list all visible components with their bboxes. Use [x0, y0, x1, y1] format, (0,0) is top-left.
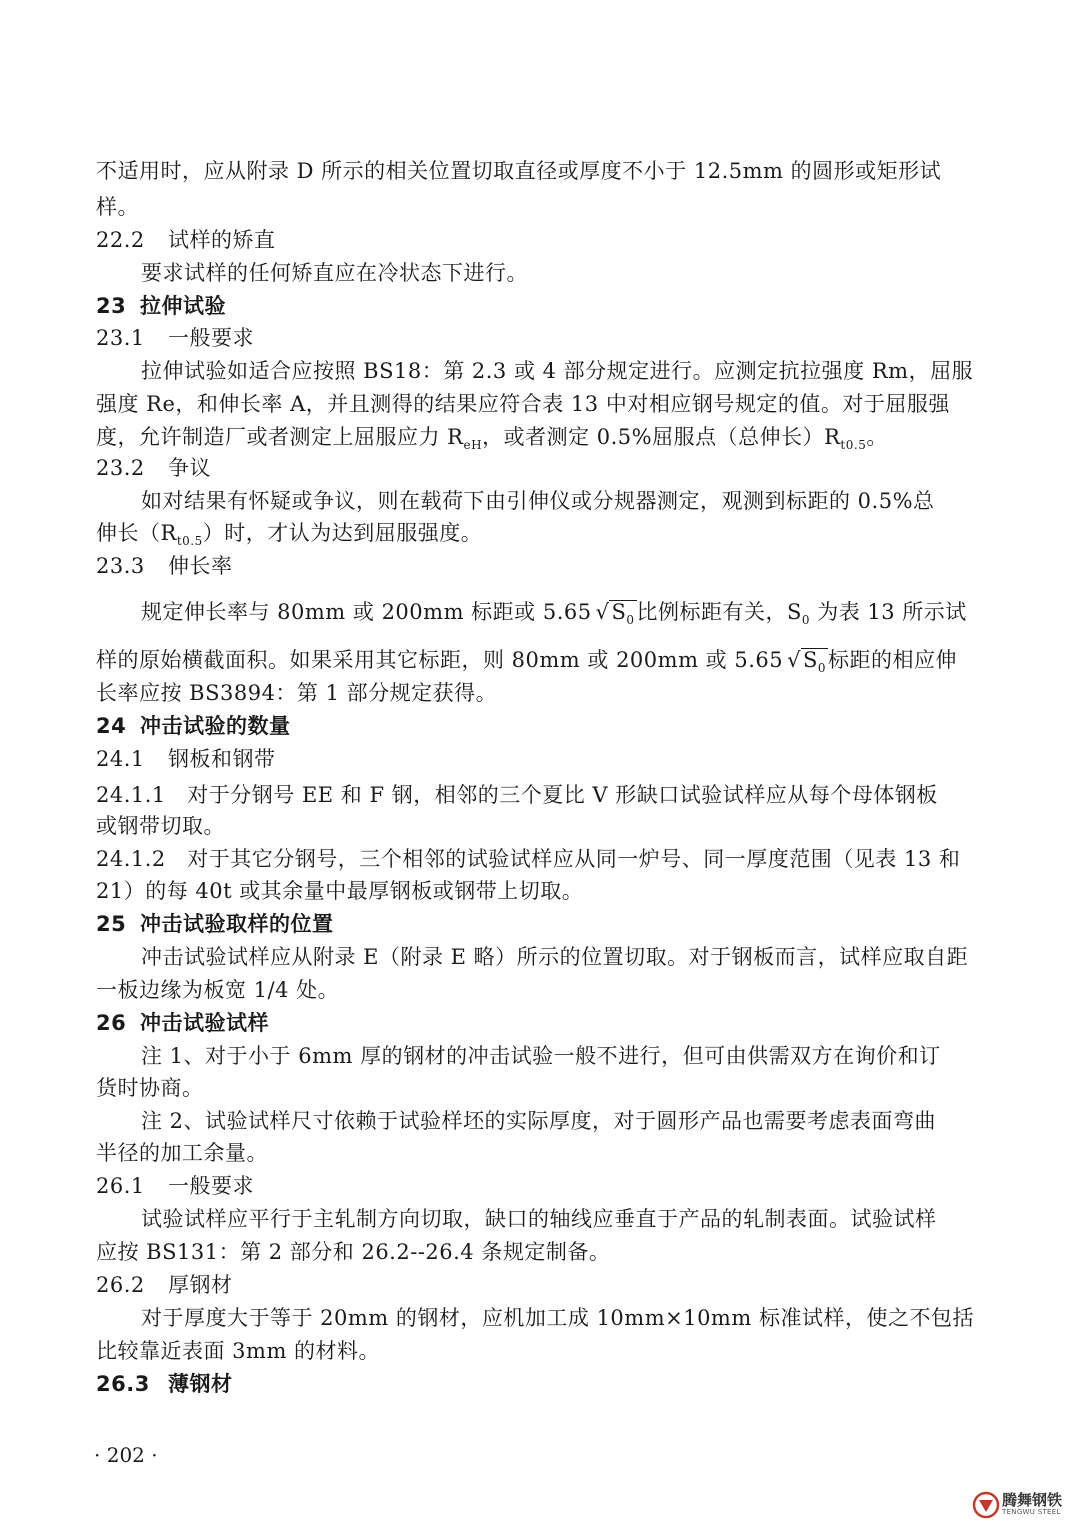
note-line: 注 2、试验试样尺寸依赖于试验样坯的实际厚度，对于圆形产品也需要考虑表面弯曲	[141, 1109, 937, 1133]
watermark-logo	[972, 1487, 1088, 1523]
paragraph-line: 比较靠近表面 3mm 的材料。	[96, 1339, 381, 1363]
section-number: 24.1	[96, 747, 145, 771]
section-heading-23-1	[96, 325, 254, 351]
section-number: 23.2	[96, 456, 145, 480]
section-number: 23.1	[96, 326, 145, 350]
text-span: 规定伸长率与 80mm 或 200mm 标距或 5.65	[141, 600, 592, 624]
paragraph-line	[141, 599, 967, 628]
text-span: 。	[866, 425, 888, 449]
paragraph-line: 长率应按 BS3894：第 1 部分规定获得。	[96, 681, 498, 705]
section-number: 22.2	[96, 228, 145, 252]
text-span: 度，允许制造厂或者测定上屈服应力 R	[96, 425, 464, 449]
section-heading-26-3	[96, 1371, 233, 1397]
paragraph-line	[96, 647, 958, 676]
paragraph-line: 21）的每 40t 或其余量中最厚钢板或钢带上切取。	[96, 879, 584, 903]
page-number: · 202 ·	[94, 1443, 158, 1467]
paragraph-line: 试验试样应平行于主轧制方向切取，缺口的轴线应垂直于产品的轧制表面。试验试样	[141, 1207, 937, 1231]
sqrt-expression: $√S_0$	[595, 600, 635, 628]
section-number: 23.3	[96, 554, 145, 578]
paragraph-line	[96, 520, 483, 549]
paragraph-line: 24.1.2 对于其它分钢号，三个相邻的试验试样应从同一炉号、同一厚度范围（见表 13 和	[96, 847, 961, 871]
section-title: 钢板和钢带	[168, 747, 276, 771]
text-span: 比例标距有关，S	[636, 600, 802, 624]
subscript: 0	[626, 613, 635, 628]
note-line: 货时协商。	[96, 1076, 204, 1100]
section-heading-24-1	[96, 746, 276, 772]
watermark-name: 腾舞钢铁	[1002, 1491, 1063, 1509]
section-number: 26.2	[96, 1273, 145, 1297]
paragraph-line: 不适用时，应从附录 D 所示的相关位置切取直径或厚度不小于 12.5mm 的圆形或矩形试	[96, 159, 942, 183]
paragraph-line: 冲击试验试样应从附录 E（附录 E 略）所示的位置切取。对于钢板而言，试样应取自距	[141, 945, 969, 969]
radicand-symbol: S	[611, 600, 627, 624]
subscript: 0	[801, 613, 811, 628]
watermark-subtitle: TENGWU STEEL	[1002, 1508, 1061, 1516]
section-heading-22-2	[96, 227, 276, 253]
paragraph-line: 或钢带切取。	[96, 814, 225, 838]
section-title: 争议	[168, 456, 211, 480]
section-heading-25	[96, 911, 334, 937]
section-number: 25	[96, 912, 127, 936]
section-title: 一般要求	[168, 326, 254, 350]
radicand	[609, 600, 636, 628]
section-heading-23-2	[96, 455, 211, 481]
radicand-symbol: S	[802, 648, 818, 672]
section-heading-26-2	[96, 1272, 233, 1298]
subscript: 0	[817, 661, 827, 676]
text-span: 伸长（R	[96, 521, 177, 545]
section-title: 厚钢材	[168, 1273, 233, 1297]
section-heading-23	[96, 293, 226, 319]
section-heading-26-1	[96, 1173, 254, 1199]
section-heading-26	[96, 1010, 269, 1036]
paragraph-line	[96, 424, 888, 453]
section-title: 试样的矫直	[168, 228, 276, 252]
text-span: ，或者测定 0.5%屈服点（总伸长）R	[482, 425, 841, 449]
note-line: 半径的加工余量。	[96, 1141, 268, 1165]
section-number: 26.3	[96, 1372, 150, 1396]
section-title: 拉伸试验	[140, 294, 226, 318]
text-span: ）时，才认为达到屈服强度。	[202, 521, 483, 545]
radicand	[801, 648, 828, 676]
paragraph-line: 24.1.1 对于分钢号 EE 和 F 钢，相邻的三个夏比 V 形缺口试验试样应从每个母体钢板	[96, 783, 938, 807]
note-line: 注 1、对于小于 6mm 厚的钢材的冲击试验一般不进行，但可由供需双方在询价和订	[141, 1044, 941, 1068]
subscript: t0.5	[840, 438, 867, 453]
section-title: 冲击试验的数量	[140, 714, 291, 738]
subscript: eH	[463, 438, 483, 453]
paragraph-line: 样。	[96, 195, 139, 219]
section-title: 伸长率	[168, 554, 233, 578]
section-number: 26	[96, 1011, 127, 1035]
paragraph-line: 如对结果有怀疑或争议，则在载荷下由引伸仪或分规器测定，观测到标距的 0.5%总	[141, 489, 935, 513]
section-number: 23	[96, 294, 127, 318]
paragraph-line: 对于厚度大于等于 20mm 的钢材，应机加工成 10mm×10mm 标准试样，使之不包括	[141, 1306, 974, 1330]
subscript: t0.5	[176, 534, 203, 549]
text-span: 为表 13 所示试	[810, 600, 967, 624]
section-number: 26.1	[96, 1174, 145, 1198]
text-span: 样的原始横截面积。如果采用其它标距，则 80mm 或 200mm 或 5.65	[96, 648, 784, 672]
section-title: 一般要求	[168, 1174, 254, 1198]
sqrt-expression: $√S_0$	[787, 648, 827, 676]
text-span: 标距的相应伸	[828, 648, 958, 672]
section-title: 薄钢材	[168, 1372, 233, 1396]
paragraph-line: 强度 Re，和伸长率 A，并且测得的结果应符合表 13 中对相应钢号规定的值。对于屈服强	[96, 392, 950, 416]
paragraph-line: 一板边缘为板宽 1/4 处。	[96, 978, 340, 1002]
section-number: 24	[96, 714, 127, 738]
paragraph-line: 要求试样的任何矫直应在冷状态下进行。	[141, 261, 528, 285]
tengwu-logo-icon	[972, 1491, 1000, 1519]
section-heading-23-3	[96, 553, 233, 579]
section-heading-24	[96, 713, 291, 739]
section-title: 冲击试验取样的位置	[140, 912, 334, 936]
paragraph-line: 拉伸试验如适合应按照 BS18：第 2.3 或 4 部分规定进行。应测定抗拉强度 Rm，屈服	[141, 359, 974, 383]
section-title: 冲击试验试样	[140, 1011, 269, 1035]
paragraph-line: 应按 BS131：第 2 部分和 26.2--26.4 条规定制备。	[96, 1240, 611, 1264]
